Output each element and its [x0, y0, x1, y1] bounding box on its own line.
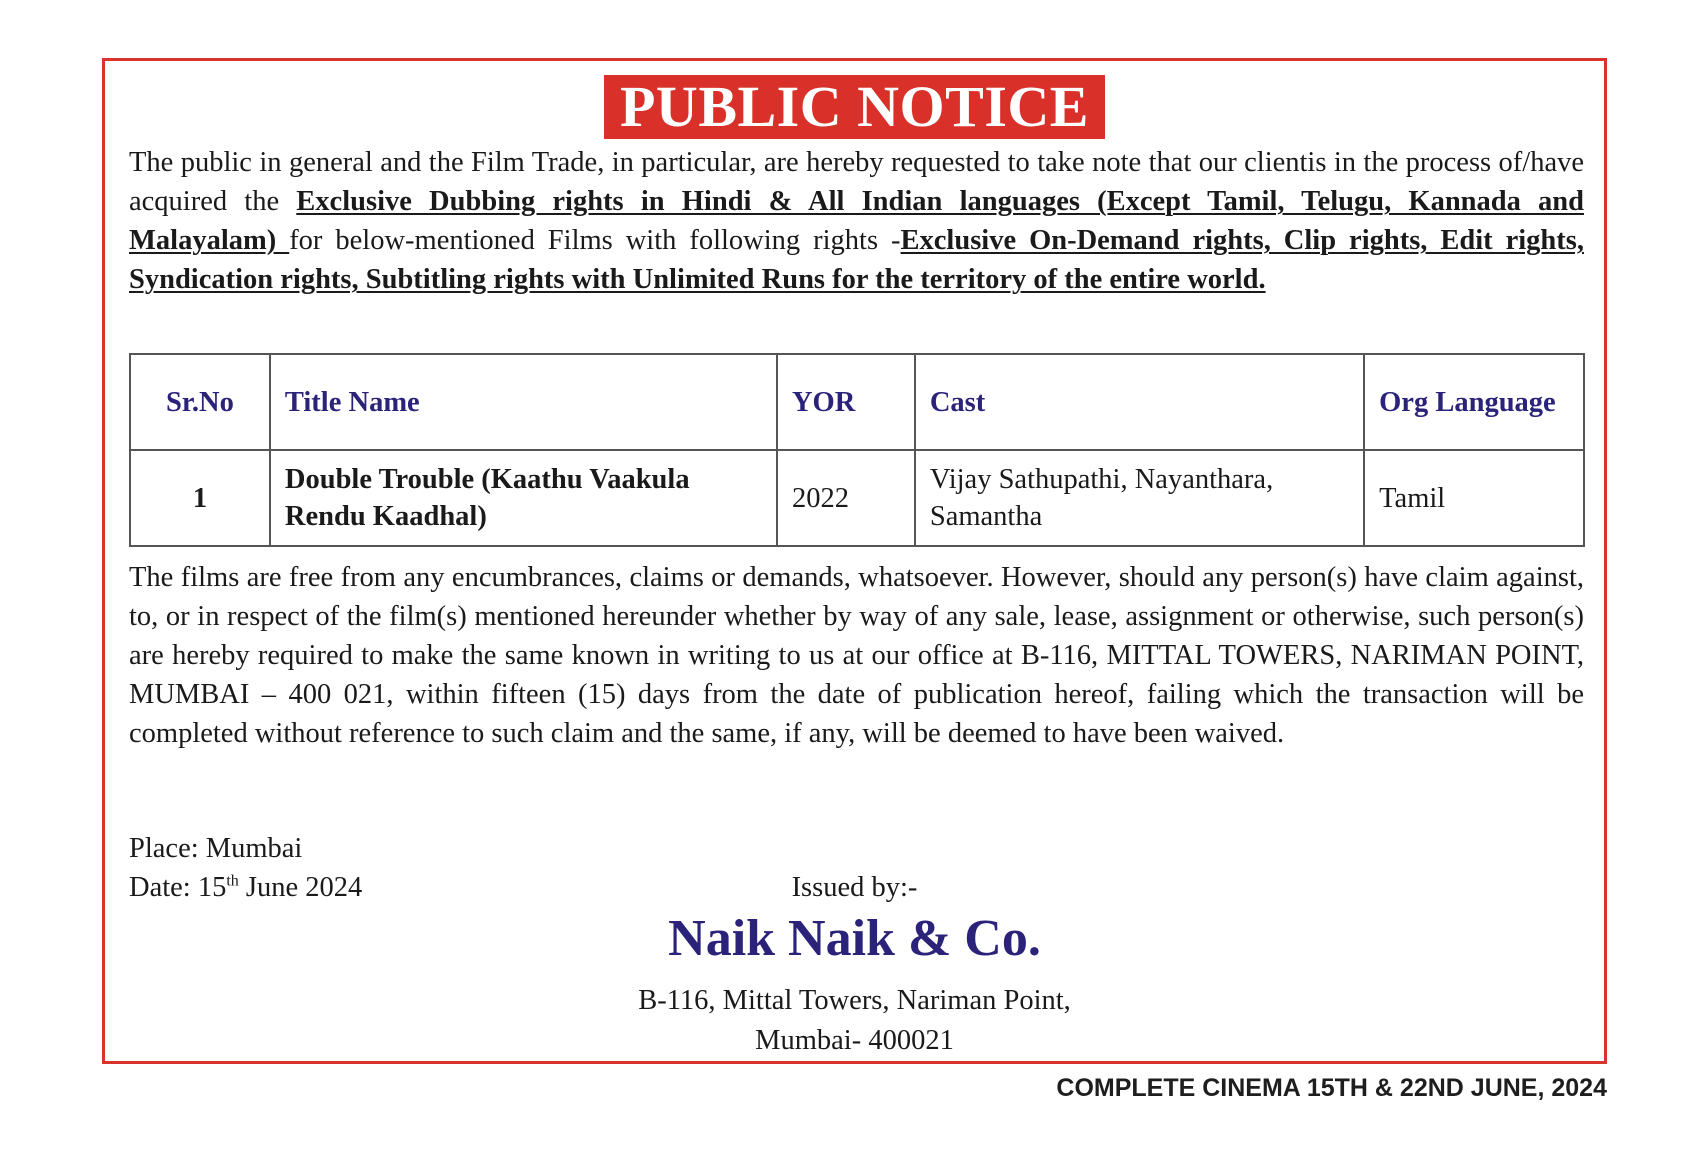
- issued-by: Issued by:-: [791, 872, 918, 903]
- cell-org-language: Tamil: [1364, 450, 1584, 546]
- cell-yor: 2022: [777, 450, 915, 546]
- cell-sr-no: 1: [130, 450, 270, 546]
- address-line-1: B-116, Mittal Towers, Nariman Point,: [638, 985, 1071, 1016]
- films-table: [129, 353, 1585, 547]
- date-prefix: Date: 15: [129, 872, 227, 903]
- intro-paragraph: [129, 143, 1584, 299]
- table-row: [130, 450, 1584, 546]
- cell-title-name: Double Trouble (Kaathu Vaakula Rendu Kaadhal): [270, 450, 777, 546]
- date-suffix: June 2024: [238, 872, 363, 903]
- title-wrap: [105, 75, 1604, 139]
- table-header-row: [130, 354, 1584, 450]
- header-sr-no: Sr.No: [130, 354, 270, 450]
- cell-cast: Vijay Sathupathi, Nayanthara, Samantha: [915, 450, 1364, 546]
- notice-title: PUBLIC NOTICE: [604, 75, 1105, 139]
- intro-text-1: The public in general and the Film Trade, in particular, are hereby requested to take note that our clientis in the process of/have acquired the: [129, 147, 1584, 217]
- body-paragraph: The films are free from any encumbrances, claims or demands, whatsoever. However, should any person(s) have claim against, to, or in respect of the film(s) mentioned hereunder whether by way of any sale, lease, assignment or otherwise, such person(s) are hereby required to make the same known in writing to us at our office at B-116, MITTAL TOWERS, NARIMAN POINT, MUMBAI – 400 021, within fifteen (15) days from the date of publication hereof, failing which the transaction will be completed without reference to such claim and the same, if any, will be deemed to have been waived.: [129, 562, 1584, 749]
- place: Place: Mumbai: [129, 833, 303, 864]
- other-rights: Exclusive On-Demand rights, Clip rights, Edit rights, Syndication rights, Subtitling rights with Unlimited Runs for the territory of the entire world.: [129, 225, 1584, 295]
- publication-footer: COMPLETE CINEMA 15TH & 22ND JUNE, 2024: [1056, 1074, 1607, 1102]
- notice-frame: [102, 58, 1607, 1064]
- header-cast: Cast: [915, 354, 1364, 450]
- header-yor: YOR: [777, 354, 915, 450]
- header-org-language: Org Language: [1364, 354, 1584, 450]
- company-name: Naik Naik & Co.: [668, 910, 1041, 967]
- header-title-name: Title Name: [270, 354, 777, 450]
- date-ordinal: th: [226, 872, 239, 890]
- intro-text-2: for below-mentioned Films with following rights -: [289, 225, 901, 256]
- company-address: [105, 981, 1604, 1061]
- dubbing-rights: Exclusive Dubbing rights in Hindi & All Indian languages (Except Tamil, Telugu, Kannada and Malayalam): [129, 186, 1584, 256]
- address-line-2: Mumbai- 400021: [755, 1025, 954, 1056]
